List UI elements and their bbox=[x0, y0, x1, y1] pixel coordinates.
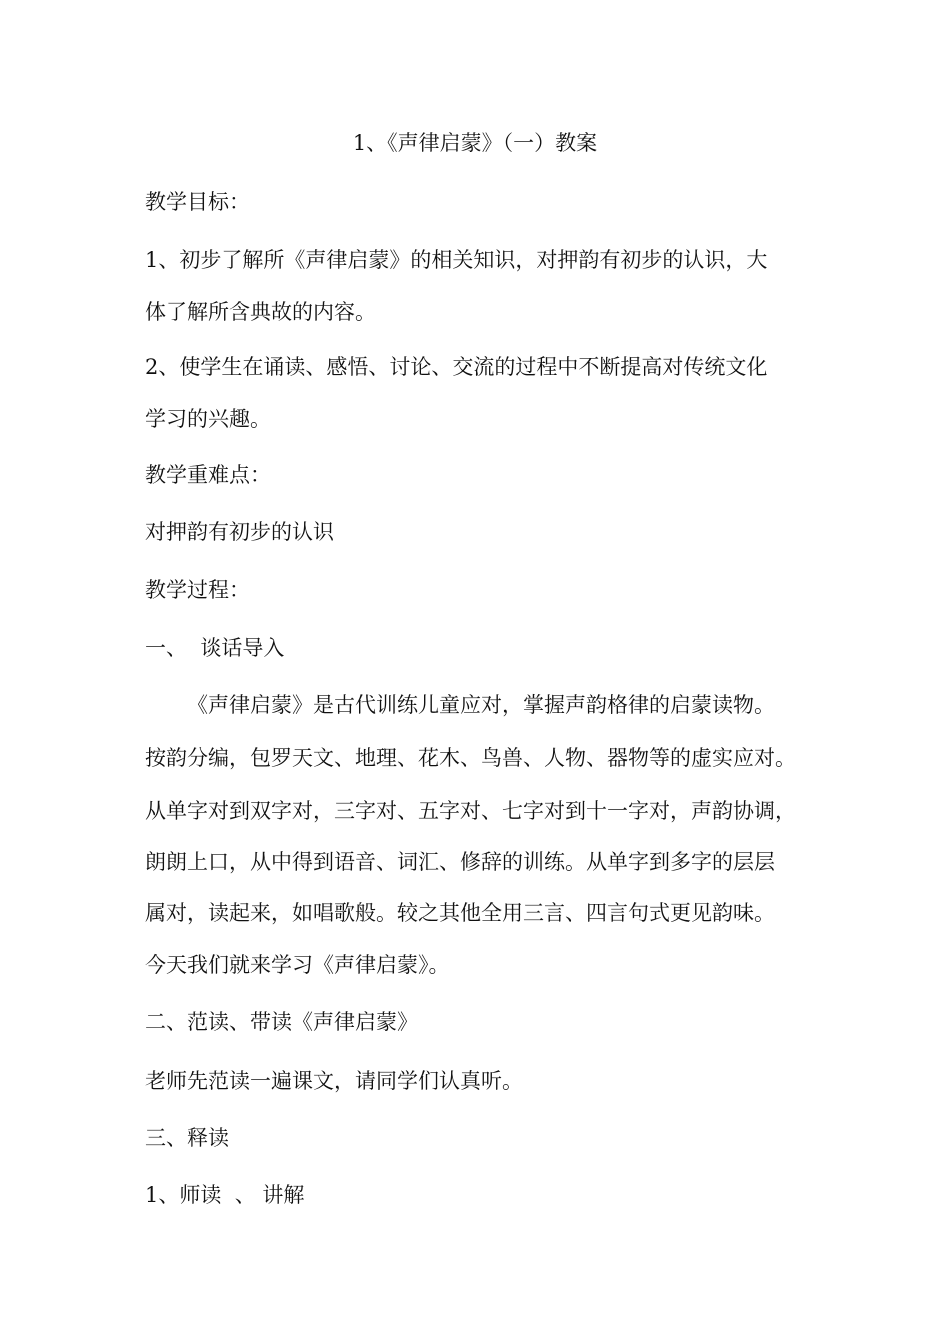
section-heading-process: 教学过程： bbox=[145, 578, 250, 602]
paragraph-line: 学习的兴趣。 bbox=[145, 407, 271, 431]
paragraph-line: 从单字对到双字对，三字对、五字对、七字对到十一字对，声韵协调， bbox=[145, 799, 796, 823]
paragraph-line: 1、师读 、 讲解 bbox=[145, 1183, 305, 1207]
paragraph-line: 按韵分编，包罗天文、地理、花木、鸟兽、人物、器物等的虚实应对。 bbox=[145, 746, 796, 770]
section-heading-interpretation: 三、释读 bbox=[145, 1126, 229, 1150]
paragraph-line: 《声律启蒙》是古代训练儿童应对，掌握声韵格律的启蒙读物。 bbox=[187, 693, 775, 717]
paragraph-line: 体了解所含典故的内容。 bbox=[145, 300, 376, 324]
section-heading-intro: 一、 谈话导入 bbox=[145, 636, 285, 660]
section-heading-key-points: 教学重难点： bbox=[145, 463, 271, 487]
paragraph-line: 属对，读起来，如唱歌般。较之其他全用三言、四言句式更见韵味。 bbox=[145, 901, 775, 925]
paragraph-line: 对押韵有初步的认识 bbox=[145, 520, 334, 544]
paragraph-line: 朗朗上口，从中得到语音、词汇、修辞的训练。从单字到多字的层层 bbox=[145, 850, 775, 874]
paragraph-line: 今天我们就来学习《声律启蒙》。 bbox=[145, 953, 450, 977]
page-title: 1、《声律启蒙》（一）教案 bbox=[352, 131, 598, 155]
section-heading-reading: 二、范读、带读《声律启蒙》 bbox=[145, 1010, 418, 1034]
paragraph-line: 1、初步了解所《声律启蒙》的相关知识，对押韵有初步的认识，大 bbox=[145, 248, 768, 272]
paragraph-line: 老师先范读一遍课文，请同学们认真听。 bbox=[145, 1069, 523, 1093]
section-heading-objectives: 教学目标： bbox=[145, 190, 250, 214]
paragraph-line: 2、使学生在诵读、感悟、讨论、交流的过程中不断提高对传统文化 bbox=[145, 355, 768, 379]
